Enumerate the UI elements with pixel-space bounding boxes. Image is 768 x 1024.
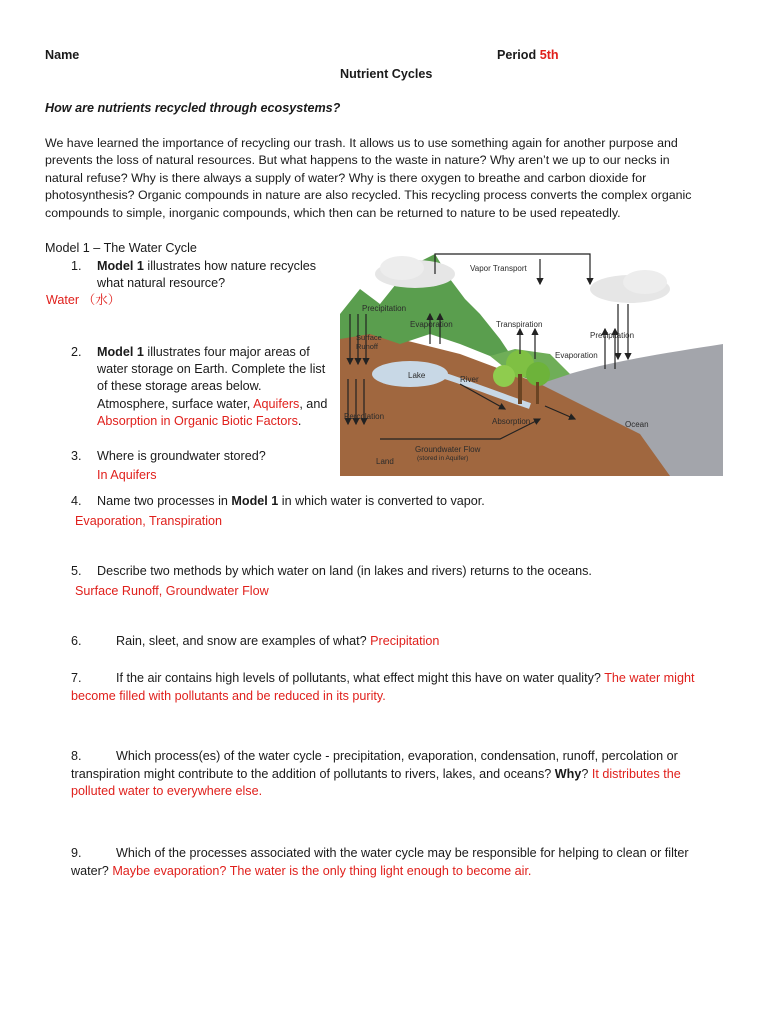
q6-number: 6. bbox=[71, 634, 82, 648]
q9-line2 bbox=[71, 863, 531, 880]
q1-answer: Water （水） bbox=[46, 293, 121, 307]
q7-answer-1: The water might bbox=[604, 671, 695, 685]
intro-line: photosynthesis? Organic compounds in nature are also recycled. This recycling process converts the complex organic bbox=[45, 188, 692, 203]
q5-text: Describe two methods by which water on land (in lakes and rivers) returns to the oceans. bbox=[97, 564, 592, 578]
q8-line2 bbox=[71, 766, 681, 783]
label-lake: Lake bbox=[408, 371, 426, 380]
q4-number: 4. bbox=[71, 494, 82, 508]
q4-text bbox=[97, 493, 485, 510]
label-evaporation-left: Evaporation bbox=[410, 320, 453, 329]
q2-answer-absorption: Absorption in Organic Biotic Factors bbox=[97, 414, 298, 428]
label-absorption: Absorption bbox=[492, 417, 531, 426]
q6-answer: Precipitation bbox=[370, 634, 440, 648]
q2-answer-aquifers: Aquifers bbox=[253, 397, 300, 411]
q2-text bbox=[97, 344, 310, 361]
q1-number: 1. bbox=[71, 259, 82, 273]
q1-rest: illustrates how nature recycles bbox=[143, 259, 317, 273]
label-vapor-transport: Vapor Transport bbox=[470, 264, 527, 273]
label-precipitation-left: Precipitation bbox=[362, 304, 407, 313]
label-transpiration: Transpiration bbox=[496, 320, 543, 329]
q2-bold: Model 1 bbox=[97, 345, 144, 359]
period-value: 5th bbox=[539, 48, 559, 62]
q9-line1: Which of the processes associated with the water cycle may be responsible for helping to clean or filter bbox=[116, 846, 689, 860]
q1-text-line2: what natural resource? bbox=[97, 276, 226, 290]
q8-line1: Which process(es) of the water cycle - precipitation, evaporation, condensation, runoff, percolation or bbox=[116, 749, 678, 763]
cloud-left bbox=[380, 256, 424, 280]
q3-text: Where is groundwater stored? bbox=[97, 449, 266, 463]
intro-line: compounds to simple, inorganic compounds, which then can be returned to nature to be used repeatedly. bbox=[45, 205, 621, 220]
label-evaporation-right: Evaporation bbox=[555, 351, 598, 360]
q7-number: 7. bbox=[71, 671, 82, 685]
label-percolation: Percolation bbox=[344, 412, 385, 421]
q2-line3: of these storage areas below. bbox=[97, 379, 262, 393]
intro-line: We have learned the importance of recycling our trash. It allows us to use something again for another purpose and bbox=[45, 136, 678, 150]
label-groundwater-flow: Groundwater Flow bbox=[415, 445, 481, 454]
name-label: Name bbox=[45, 48, 80, 62]
q5-answer: Surface Runoff, Groundwater Flow bbox=[75, 584, 269, 598]
q9-pre: water? bbox=[71, 864, 113, 878]
model-title: Model 1 – The Water Cycle bbox=[45, 241, 197, 255]
q4-pre: Name two processes in bbox=[97, 494, 232, 508]
water-cycle-diagram bbox=[340, 244, 723, 476]
q2-line5 bbox=[97, 413, 301, 430]
label-ocean: Ocean bbox=[625, 420, 649, 429]
intro-line: natural refuse? Why is there always a supply of water? Why is there oxygen to breathe and carbon dioxide for bbox=[45, 170, 647, 185]
q3-answer: In Aquifers bbox=[97, 468, 157, 482]
q2-line4 bbox=[97, 396, 327, 413]
q7-text bbox=[116, 670, 694, 687]
q8-question: transpiration might contribute to the addition of pollutants to rivers, lakes, and oceans? bbox=[71, 767, 555, 781]
label-groundwater-stored: (stored in Aquifer) bbox=[417, 455, 469, 462]
page-title: Nutrient Cycles bbox=[340, 67, 433, 81]
q8-answer-2: polluted water to everywhere else. bbox=[71, 784, 263, 798]
label-river: River bbox=[460, 375, 479, 384]
q2-line2: water storage on Earth. Complete the list bbox=[97, 362, 326, 376]
q1-bold: Model 1 bbox=[97, 259, 144, 273]
q9-number: 9. bbox=[71, 846, 82, 860]
cloud-right bbox=[623, 270, 667, 294]
label-land: Land bbox=[376, 457, 394, 466]
label-runoff: Runoff bbox=[356, 342, 378, 351]
q9-answer: Maybe evaporation? The water is the only thing light enough to become air. bbox=[112, 864, 532, 878]
period-label: Period bbox=[497, 48, 537, 62]
q8-qmark: ? bbox=[581, 767, 592, 781]
tree-trunk bbox=[536, 382, 539, 404]
q8-answer-1: It distributes the bbox=[591, 767, 681, 781]
tree-trunk bbox=[518, 374, 522, 404]
q6-text bbox=[116, 633, 439, 650]
q5-number: 5. bbox=[71, 564, 82, 578]
question-heading: How are nutrients recycled through ecosystems? bbox=[45, 101, 341, 115]
q7-question: If the air contains high levels of pollutants, what effect might this have on water quality? bbox=[116, 671, 605, 685]
intro-paragraph bbox=[45, 135, 691, 222]
q4-post: in which water is converted to vapor. bbox=[278, 494, 485, 508]
water-cycle-svg bbox=[340, 244, 723, 476]
q2-number: 2. bbox=[71, 345, 82, 359]
label-precipitation-right: Precipitation bbox=[590, 331, 635, 340]
q8-why: Why bbox=[554, 767, 582, 781]
q4-answer: Evaporation, Transpiration bbox=[75, 514, 223, 528]
period-field bbox=[497, 47, 559, 64]
label-surface: Surface bbox=[356, 333, 382, 342]
q4-bold: Model 1 bbox=[231, 494, 279, 508]
q2-rest: illustrates four major areas of bbox=[143, 345, 310, 359]
q6-question: Rain, sleet, and snow are examples of what? bbox=[116, 634, 371, 648]
intro-line: prevents the loss of natural resources. But what happens to the waste in nature? Why aren’t we up to our necks in bbox=[45, 153, 670, 168]
q2-line5-post: . bbox=[297, 414, 302, 428]
q2-line4-pre: Atmosphere, surface water, bbox=[97, 397, 254, 411]
q7-answer-2: become filled with pollutants and be reduced in its purity. bbox=[71, 689, 386, 703]
tree-canopy bbox=[493, 365, 515, 387]
q8-number: 8. bbox=[71, 749, 82, 763]
q2-line4-post: , and bbox=[299, 397, 328, 411]
q3-number: 3. bbox=[71, 449, 82, 463]
q1-text bbox=[97, 258, 316, 275]
